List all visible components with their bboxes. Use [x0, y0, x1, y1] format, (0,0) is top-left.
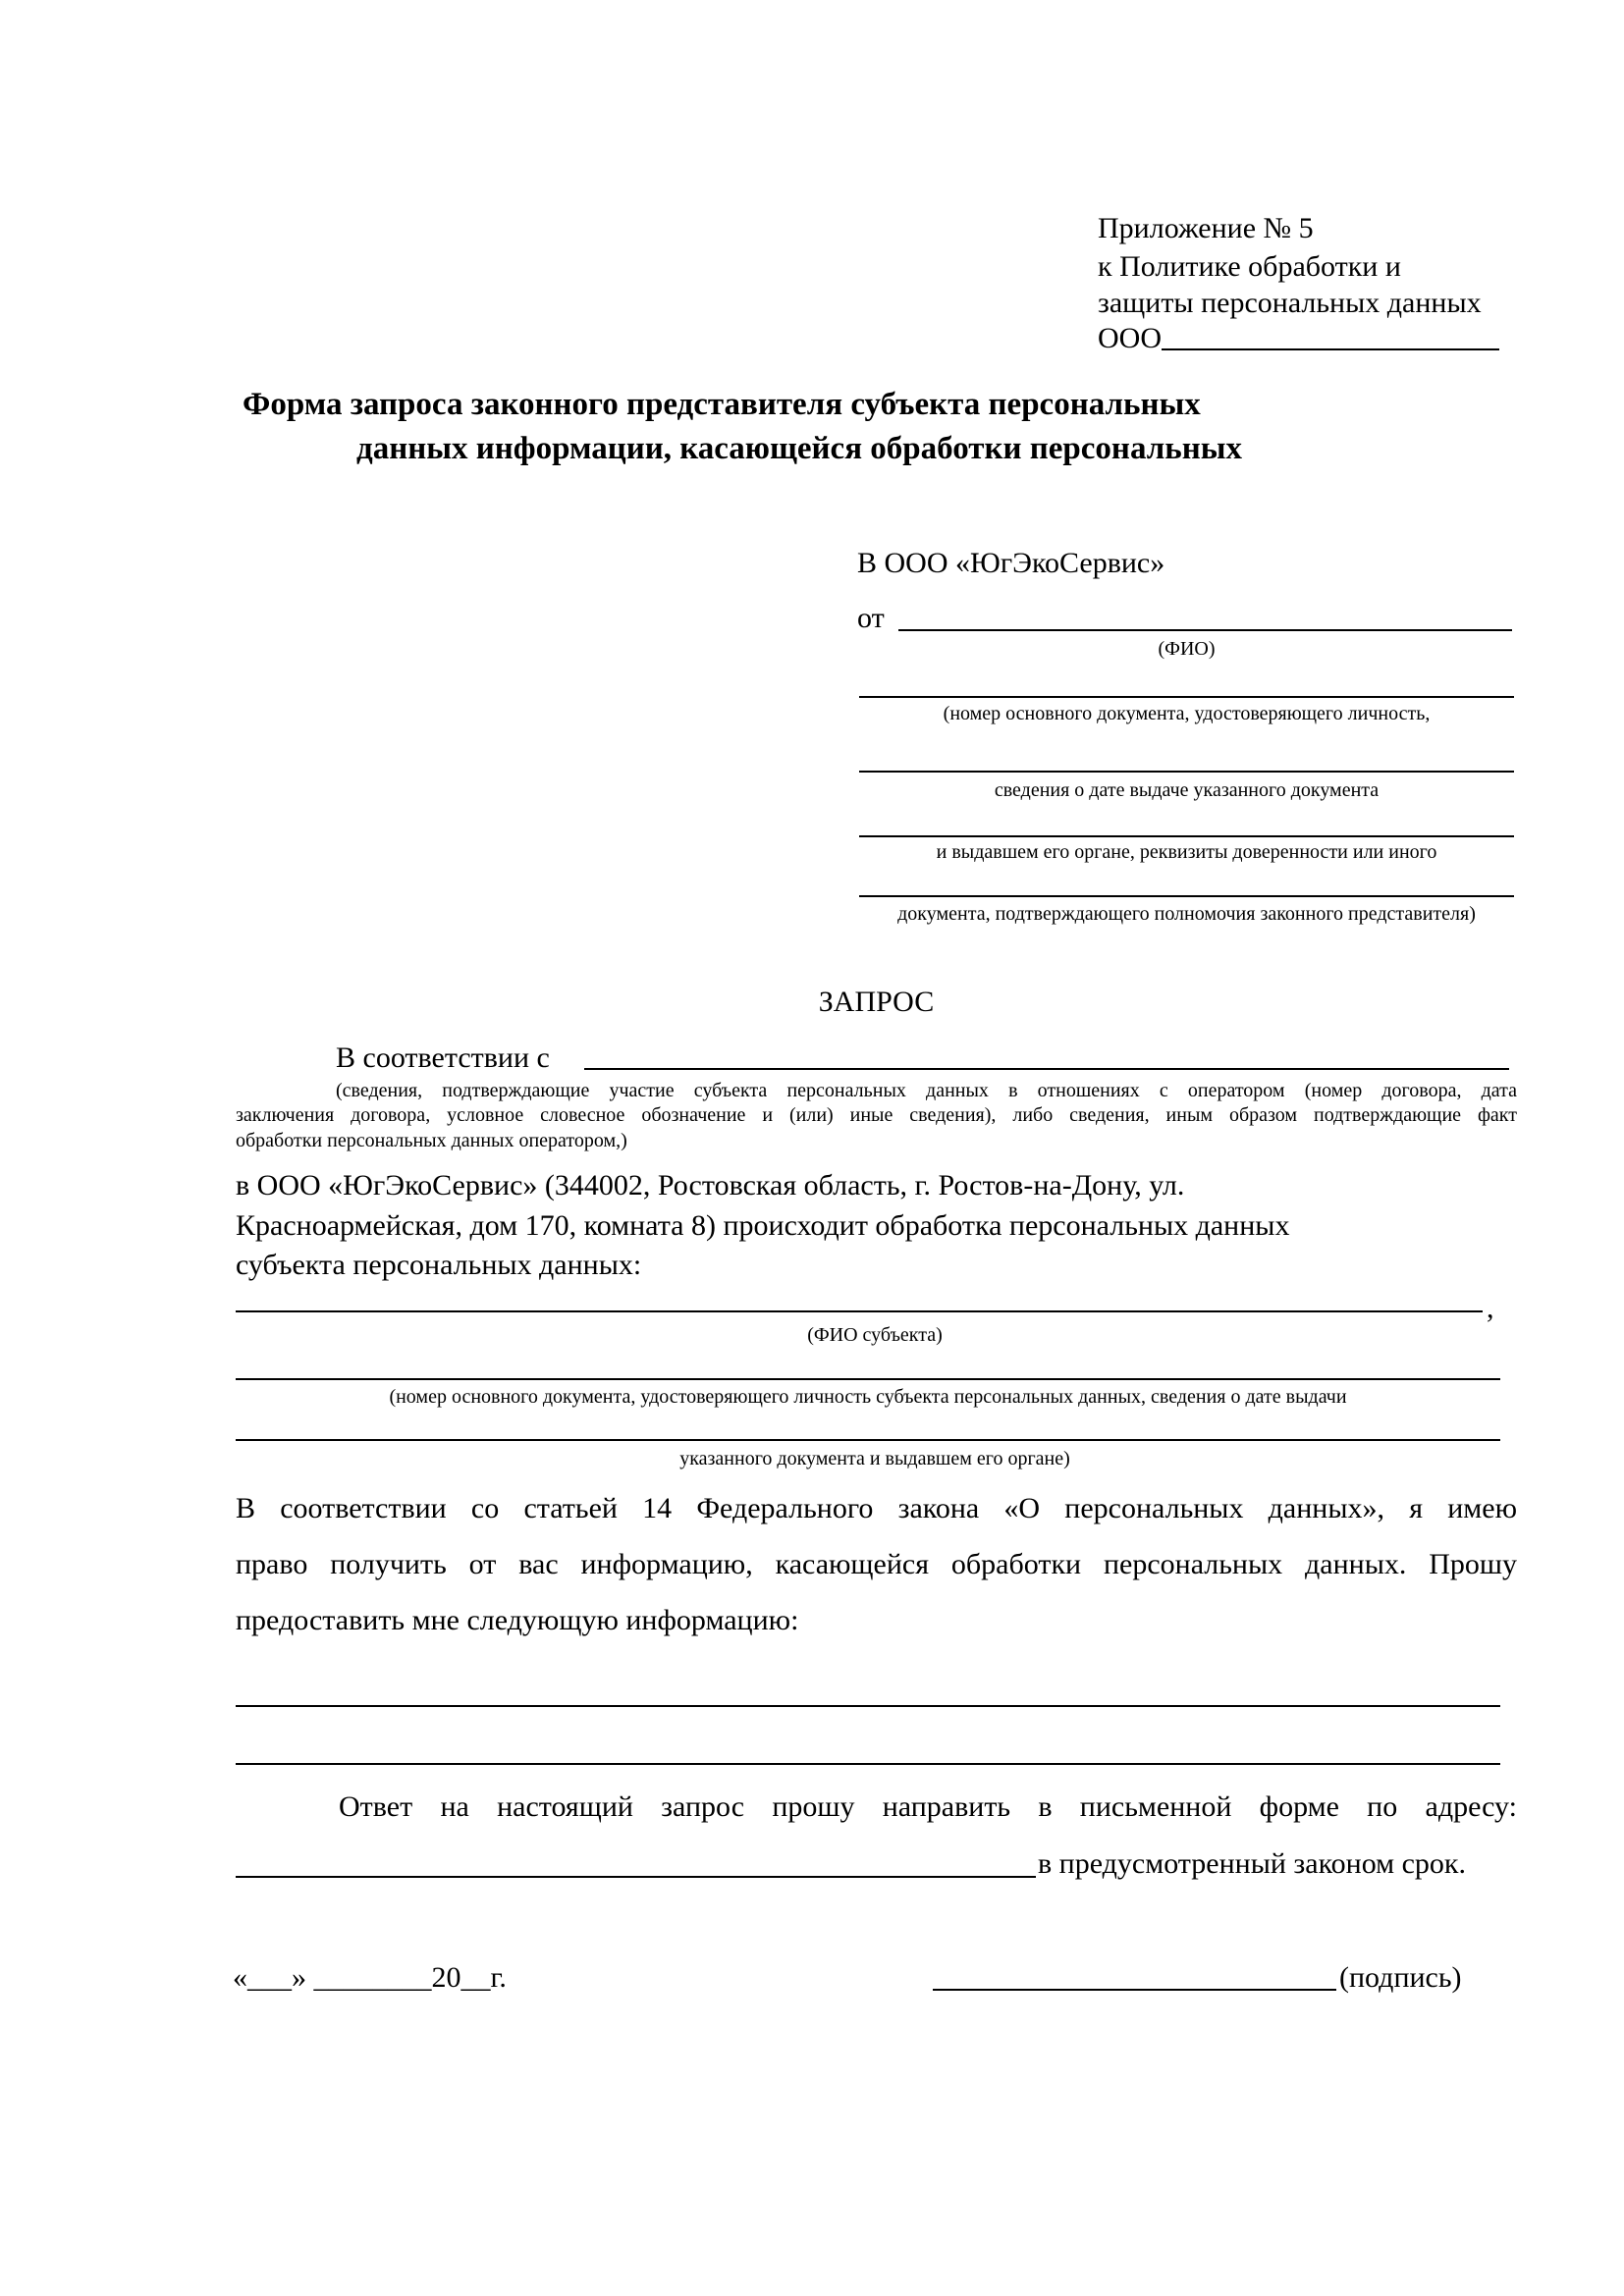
request-heading: ЗАПРОС: [818, 986, 935, 1018]
id-doc-caption: (номер основного документа, удостоверяющего личность,: [943, 703, 1431, 724]
processing-text-line2: Красноармейская, дом 170, комната 8) происходит обработка персональных данных: [236, 1209, 1290, 1242]
issue-date-caption: сведения о дате выдаче указанного документа: [994, 779, 1380, 801]
reply-address-blank: [236, 1876, 1036, 1878]
appendix-policy: к Политике обработки и: [1098, 250, 1401, 283]
law-text-line1: В соответствии со статьей 14 Федерального закона «О персональных данных», я имею: [236, 1492, 1517, 1524]
page-title-line2: данных информации, касающейся обработки персональных: [356, 431, 1242, 466]
id-doc-blank: [859, 696, 1514, 698]
reply-term: в предусмотренный законом срок.: [1038, 1847, 1466, 1880]
accordance-caption-line3: обработки персональных данных оператором,): [236, 1130, 627, 1151]
accordance-label: В соответствии с: [336, 1041, 550, 1074]
authority-doc-blank: [859, 895, 1514, 897]
subject-issuer-blank: [236, 1439, 1500, 1441]
issue-date-blank: [859, 771, 1514, 773]
page-title-line1: Форма запроса законного представителя субъекта персональных: [243, 387, 1201, 422]
accordance-caption-line1: (сведения, подтверждающие участие субъекта персональных данных в отношениях с оператором (номер договора, дата: [336, 1080, 1517, 1101]
requested-info-blank-1: [236, 1705, 1500, 1707]
appendix-number: Приложение № 5: [1098, 212, 1314, 244]
requested-info-blank-2: [236, 1763, 1500, 1765]
accordance-blank: [584, 1068, 1509, 1070]
date-field: «___» ________20__г.: [233, 1961, 507, 1994]
processing-text-line3: субъекта персональных данных:: [236, 1249, 642, 1281]
company-name-blank: [1162, 348, 1499, 350]
from-fio-blank: [898, 629, 1512, 631]
appendix-company: ООО: [1098, 322, 1162, 354]
issuer-blank: [859, 835, 1514, 837]
issuer-caption: и выдавшем его органе, реквизиты доверенности или иного: [936, 841, 1437, 863]
law-text-line3: предоставить мне следующую информацию:: [236, 1604, 799, 1636]
subject-comma: ,: [1487, 1292, 1494, 1324]
subject-fio-blank: [236, 1310, 1483, 1312]
addressee-to: В ООО «ЮгЭкоСервис»: [857, 547, 1165, 579]
processing-text-line1: в ООО «ЮгЭкоСервис» (344002, Ростовская область, г. Ростов-на-Дону, ул.: [236, 1169, 1185, 1201]
reply-text: Ответ на настоящий запрос прошу направить в письменной форме по адресу:: [339, 1790, 1517, 1823]
signature-blank: [933, 1989, 1336, 1991]
from-label: от: [857, 602, 885, 634]
law-text-line2: право получить от вас информацию, касающейся обработки персональных данных. Прошу: [236, 1548, 1517, 1580]
subject-doc-caption: (номер основного документа, удостоверяющего личность субъекта персональных данных, сведения о дате выдачи: [389, 1386, 1347, 1408]
subject-fio-caption: (ФИО субъекта): [807, 1324, 943, 1346]
subject-doc-blank: [236, 1378, 1500, 1380]
appendix-policy-cont: защиты персональных данных: [1098, 287, 1482, 319]
subject-issuer-caption: указанного документа и выдавшем его органе): [679, 1448, 1070, 1469]
signature-label: (подпись): [1339, 1961, 1462, 1994]
accordance-caption-line2: заключения договора, условное словесное обозначение и (или) иные сведения), либо сведения, иным образом подтверждающие факт: [236, 1104, 1517, 1126]
fio-caption: (ФИО): [1158, 638, 1216, 660]
authority-doc-caption: документа, подтверждающего полномочия законного представителя): [897, 903, 1476, 925]
